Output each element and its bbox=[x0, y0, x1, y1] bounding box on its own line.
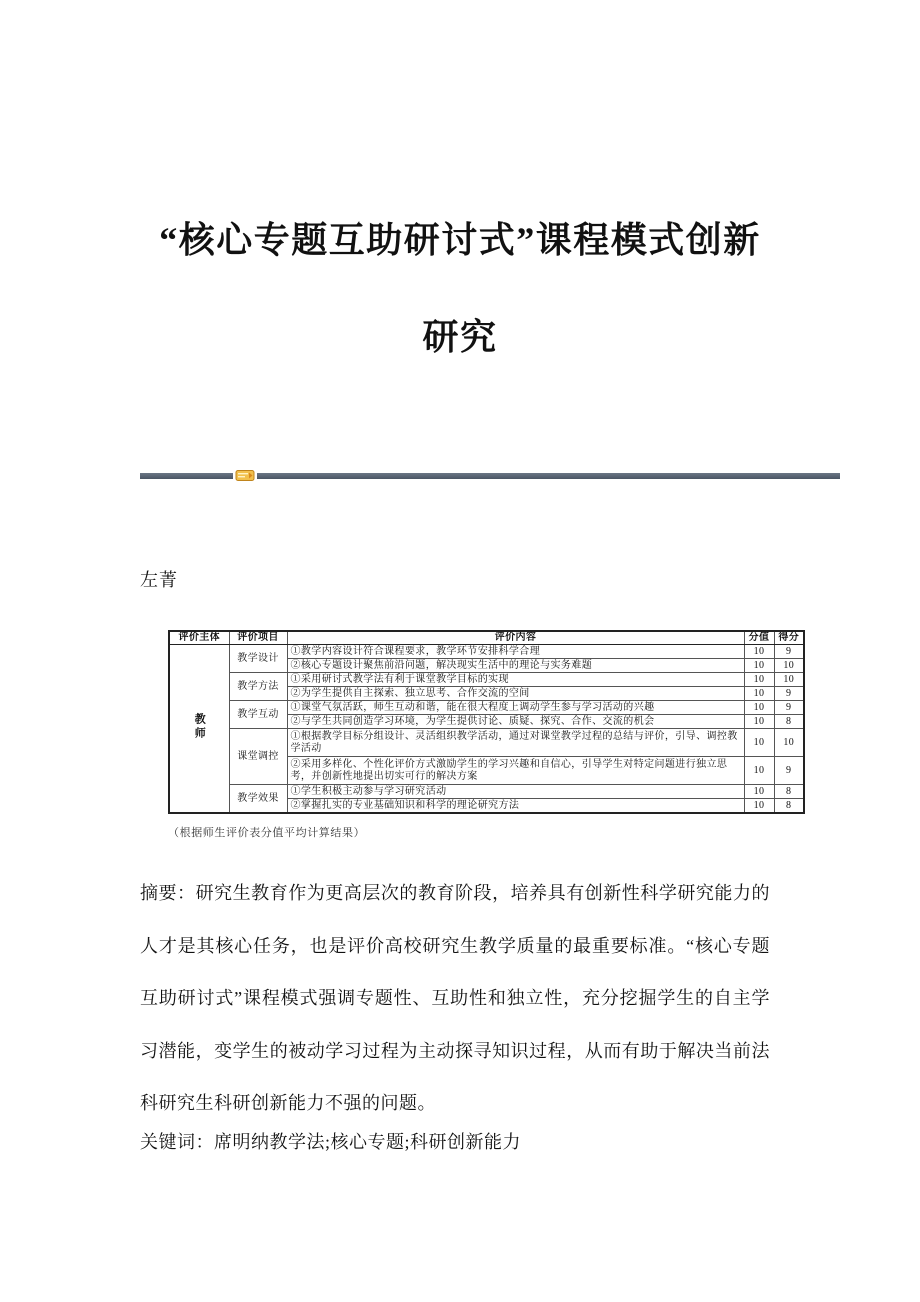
evaluation-content-cell: ②核心专题设计聚焦前沿问题，解决现实生活中的理论与实务难题 bbox=[287, 659, 744, 673]
evaluation-content-cell: ①根据教学目标分组设计、灵活组织教学活动，通过对课堂教学过程的总结与评价，引导、调控教学活动 bbox=[287, 729, 744, 757]
evaluation-content-cell: ②与学生共同创造学习环境，为学生提供讨论、质疑、探究、合作、交流的机会 bbox=[287, 715, 744, 729]
header-score-value: 分值 bbox=[744, 631, 774, 645]
evaluation-content-cell: ①课堂气氛活跃，师生互动和谐，能在很大程度上调动学生参与学习活动的兴趣 bbox=[287, 701, 744, 715]
score-cell: 8 bbox=[774, 715, 804, 729]
score-value-cell: 10 bbox=[744, 659, 774, 673]
evaluation-subject-text: 教师 bbox=[193, 713, 206, 741]
score-value-cell: 10 bbox=[744, 715, 774, 729]
score-value-cell: 10 bbox=[744, 785, 774, 799]
score-cell: 10 bbox=[774, 673, 804, 687]
score-value-cell: 10 bbox=[744, 729, 774, 757]
table-row bbox=[169, 673, 804, 687]
abstract-line: 人才是其核心任务，也是评价高校研究生教学质量的最重要标准。“核心专题 bbox=[140, 935, 770, 956]
evaluation-item-cell: 教学互动 bbox=[229, 701, 287, 729]
paper-title bbox=[0, 192, 920, 386]
abstract-line: 科研究生科研创新能力不强的问题。 bbox=[140, 1093, 436, 1113]
header-evaluation-item: 评价项目 bbox=[229, 631, 287, 645]
author-name: 左菁 bbox=[140, 570, 178, 590]
score-cell: 9 bbox=[774, 757, 804, 785]
table-row bbox=[169, 785, 804, 799]
abstract bbox=[140, 867, 770, 1130]
evaluation-content-cell: ②掌握扎实的专业基础知识和科学的理论研究方法 bbox=[287, 799, 744, 814]
score-value-cell: 10 bbox=[744, 799, 774, 814]
evaluation-content-cell: ②采用多样化、个性化评价方式激励学生的学习兴趣和自信心，引导学生对特定问题进行独立思考，并创新性地提出切实可行的解决方案 bbox=[287, 757, 744, 785]
abstract-line: 习潜能，变学生的被动学习过程为主动探寻知识过程，从而有助于解决当前法 bbox=[140, 1040, 770, 1061]
evaluation-content-cell: ①教学内容设计符合课程要求，教学环节安排科学合理 bbox=[287, 645, 744, 659]
score-cell: 10 bbox=[774, 659, 804, 673]
score-cell: 9 bbox=[774, 701, 804, 715]
evaluation-content-cell: ①学生积极主动参与学习研究活动 bbox=[287, 785, 744, 799]
evaluation-item-cell: 课堂调控 bbox=[229, 729, 287, 785]
abstract-line: 互助研讨式”课程模式强调专题性、互助性和独立性，充分挖掘学生的自主学 bbox=[140, 988, 770, 1008]
table-row bbox=[169, 645, 804, 659]
score-value-cell: 10 bbox=[744, 701, 774, 715]
header-evaluation-subject: 评价主体 bbox=[169, 631, 229, 645]
evaluation-item-cell: 教学方法 bbox=[229, 673, 287, 701]
evaluation-item-cell: 教学效果 bbox=[229, 785, 287, 814]
header-evaluation-content: 评价内容 bbox=[287, 631, 744, 645]
table-header-row bbox=[169, 631, 804, 645]
score-value-cell: 10 bbox=[744, 687, 774, 701]
evaluation-content-cell: ①采用研讨式教学法有利于课堂教学目标的实现 bbox=[287, 673, 744, 687]
paper-title-line-2: 研究 bbox=[422, 317, 498, 357]
evaluation-content-cell: ②为学生提供自主探索、独立思考、合作交流的空间 bbox=[287, 687, 744, 701]
divider-bar-right bbox=[257, 473, 840, 479]
table-caption: （根据师生评价表分值平均计算结果） bbox=[168, 827, 366, 839]
score-value-cell: 10 bbox=[744, 645, 774, 659]
score-cell: 9 bbox=[774, 687, 804, 701]
score-value-cell: 10 bbox=[744, 757, 774, 785]
table-row bbox=[169, 701, 804, 715]
evaluation-subject-cell bbox=[169, 645, 229, 814]
score-value-cell: 10 bbox=[744, 673, 774, 687]
abstract-line: 摘要：研究生教育作为更高层次的教育阶段，培养具有创新性科学研究能力的 bbox=[140, 883, 770, 903]
score-cell: 9 bbox=[774, 645, 804, 659]
paper-title-line-1: “核心专题互助研讨式”课程模式创新 bbox=[159, 220, 761, 260]
pencil-icon bbox=[235, 469, 255, 482]
divider-bar-left bbox=[140, 473, 233, 479]
evaluation-table bbox=[168, 630, 805, 814]
keywords: 关键词：席明纳教学法;核心专题;科研创新能力 bbox=[140, 1132, 521, 1152]
evaluation-item-cell: 教学设计 bbox=[229, 645, 287, 673]
score-cell: 8 bbox=[774, 785, 804, 799]
header-score: 得分 bbox=[774, 631, 804, 645]
table-row bbox=[169, 729, 804, 757]
score-cell: 10 bbox=[774, 729, 804, 757]
score-cell: 8 bbox=[774, 799, 804, 814]
